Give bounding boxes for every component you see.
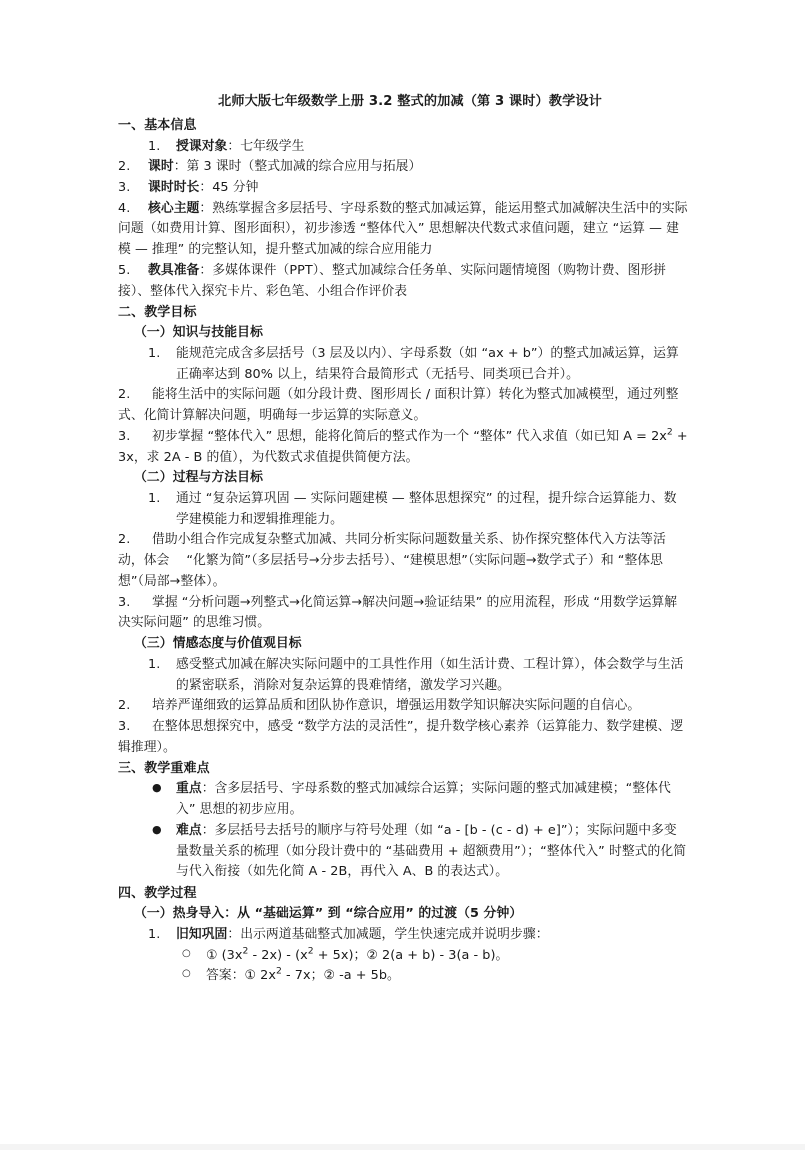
list-item [118,821,688,883]
list-item [118,925,688,946]
item-label: 授课对象 [176,138,228,154]
item-text: ：熟练掌握含多层括号、字母系数的整式加减运算，能运用整式加减解决生活中的实际问题（如费用计算、图形面积），初步渗透 “整体代入” 思想解决代数式求值问题，建立 “运算 — 建模 — 推理” 的完整认知，提升整式加减的综合应用能力 [118,200,688,258]
circle-bullet-icon: ○ [182,947,191,959]
list-marker: 3. [118,594,131,610]
heading-key-difficult-points: 三、教学重难点 [118,761,210,777]
list-marker: 2. [118,387,131,403]
document-content [118,92,688,987]
item-label: 核心主题 [148,200,200,216]
list-item [118,717,688,758]
item-label: 课时时长 [148,179,200,195]
item-label: 教具准备 [148,262,200,278]
heading-teaching-process: 四、教学过程 [118,886,197,902]
item-label: 课时 [148,159,174,175]
item-label: 难点 [176,822,202,838]
superscript: 2 [666,426,673,438]
heading-basic-info: 一、基本信息 [118,118,197,134]
list-item [118,530,688,592]
bullet-icon: ● [152,781,162,795]
list-marker: 2. [118,698,131,714]
item-text: 感受整式加减在解决实际问题中的工具性作用（如生活计费、工程计算），体会数学与生活的紧密联系，消除对复杂运算的畏难情绪，激发学习兴趣。 [176,656,684,693]
superscript: 2 [307,945,314,957]
list-marker: 2. [118,159,131,175]
item-text: ：多媒体课件（PPT）、整式加减综合任务单、实际问题情境图（购物计费、图形拼接）、整体代入探究卡片、彩色笔、小组合作评价表 [118,262,667,299]
item-text: ：45 分钟 [199,179,259,195]
page-title: 北师大版七年级数学上册 3.2 整式的加减（第 3 课时）教学设计 [218,94,602,109]
superscript: 2 [242,945,249,957]
list-item [118,696,688,717]
item-text: 答案：① 2x [206,968,276,984]
item-text-cont: - 7x；② -a + 5b。 [281,968,400,984]
list-item [118,157,688,178]
heading-warmup-intro: （一）热身导入：从 “基础运算” 到 “综合应用” 的过渡（5 分钟） [134,906,523,922]
list-item [118,178,688,199]
list-marker: 3. [118,718,131,734]
list-item [118,199,688,261]
item-text: 能将生活中的实际问题（如分段计费、图形周长 / 面积计算）转化为整式加减模型，通过列整式、化简计算解决问题，明确每一步运算的实际意义。 [118,387,679,424]
item-text: ：第 3 课时（整式加减的综合应用与拓展） [173,159,422,175]
item-text: 培养严谨细致的运算品质和团队协作意识，增强运用数学知识解决实际问题的自信心。 [152,698,641,714]
list-marker: 1. [148,346,161,362]
list-marker: 1. [148,138,161,154]
page-bottom-edge [0,1144,805,1150]
item-text: 在整体思想探究中，感受 “数学方法的灵活性”，提升数学核心素养（运算能力、数学建模、逻辑推理）。 [118,718,684,755]
item-text: 借助小组合作完成复杂整式加减、共同分析实际问题数量关系、协作探究整体代入方法等活动，体会 “化繁为简”（多层括号→分步去括号）、“建模思想”（实际问题→数学式子）和 “整体思想”（局部→整体）。 [118,532,666,589]
item-text: 掌握 “分析问题→列整式→化简运算→解决问题→验证结果” 的应用流程，形成 “用数学运算解决实际问题” 的思维习惯。 [118,594,678,631]
list-item [118,946,688,967]
list-item [118,261,688,302]
heading-process-methods: （二）过程与方法目标 [134,470,263,486]
item-text: ：七年级学生 [227,138,305,154]
item-text-end: + 5x)；② 2(a + b) - 3(a - b)。 [313,947,509,963]
list-item [118,427,688,468]
list-marker: 4. [118,200,131,216]
list-marker: 2. [118,532,131,548]
item-label: 旧知巩固 [176,926,228,942]
list-marker: 1. [148,926,161,942]
list-item [118,779,688,820]
item-text: 初步掌握 “整体代入” 思想，能将化简后的整式作为一个 “整体” 代入求值（如已知 A = 2x [152,428,667,444]
circle-bullet-icon: ○ [182,968,191,980]
item-text: 通过 “复杂运算巩固 — 实际问题建模 — 整体思想探究” 的过程，提升综合运算能力、数学建模能力和逻辑推理能力。 [176,491,677,527]
superscript: 2 [276,965,282,977]
heading-emotion-values: （三）情感态度与价值观目标 [134,636,302,652]
list-marker: 1. [148,491,161,507]
item-text: ① (3x [206,947,243,963]
list-item [118,655,688,696]
list-item [118,966,688,987]
list-marker: 1. [148,656,161,672]
heading-knowledge-skills: （一）知识与技能目标 [134,325,263,341]
item-label: 重点 [176,781,202,797]
item-text: ：含多层括号、字母系数的整式加减综合运算；实际问题的整式加减建模；“整体代入” 思想的初步应用。 [176,781,671,818]
list-item [118,385,688,426]
heading-teaching-objectives: 二、教学目标 [118,305,197,321]
list-marker: 3. [118,428,131,444]
item-text: ：出示两道基础整式加减题，学生快速完成并说明步骤： [227,926,549,942]
list-marker: 3. [118,179,131,195]
list-item [118,593,688,634]
item-text-cont: - 2x) - (x [248,947,308,963]
list-marker: 5. [118,262,131,278]
item-text: 能规范完成含多层括号（3 层及以内）、字母系数（如 “ax + b”）的整式加减运算，运算正确率达到 80% 以上，结果符合最简形式（无括号、同类项已合并）。 [176,346,679,382]
item-text: ：多层括号去括号的顺序与符号处理（如 “a - [b - (c - d) + e]”）；实际问题中多变量数量关系的梳理（如分段计费中的 “基础费用 + 超额费用”）；“整体代入” 时整式的化简与代入衔接（如先化简 A - 2B，再代入 A、B 的表达式）。 [176,822,687,880]
bullet-icon: ● [152,822,162,836]
list-item [118,489,688,530]
list-item [118,344,688,385]
item-text-cont: + 3x，求 2A - B 的值），为代数式求值提供简便方法。 [118,428,688,465]
list-item [118,137,688,158]
